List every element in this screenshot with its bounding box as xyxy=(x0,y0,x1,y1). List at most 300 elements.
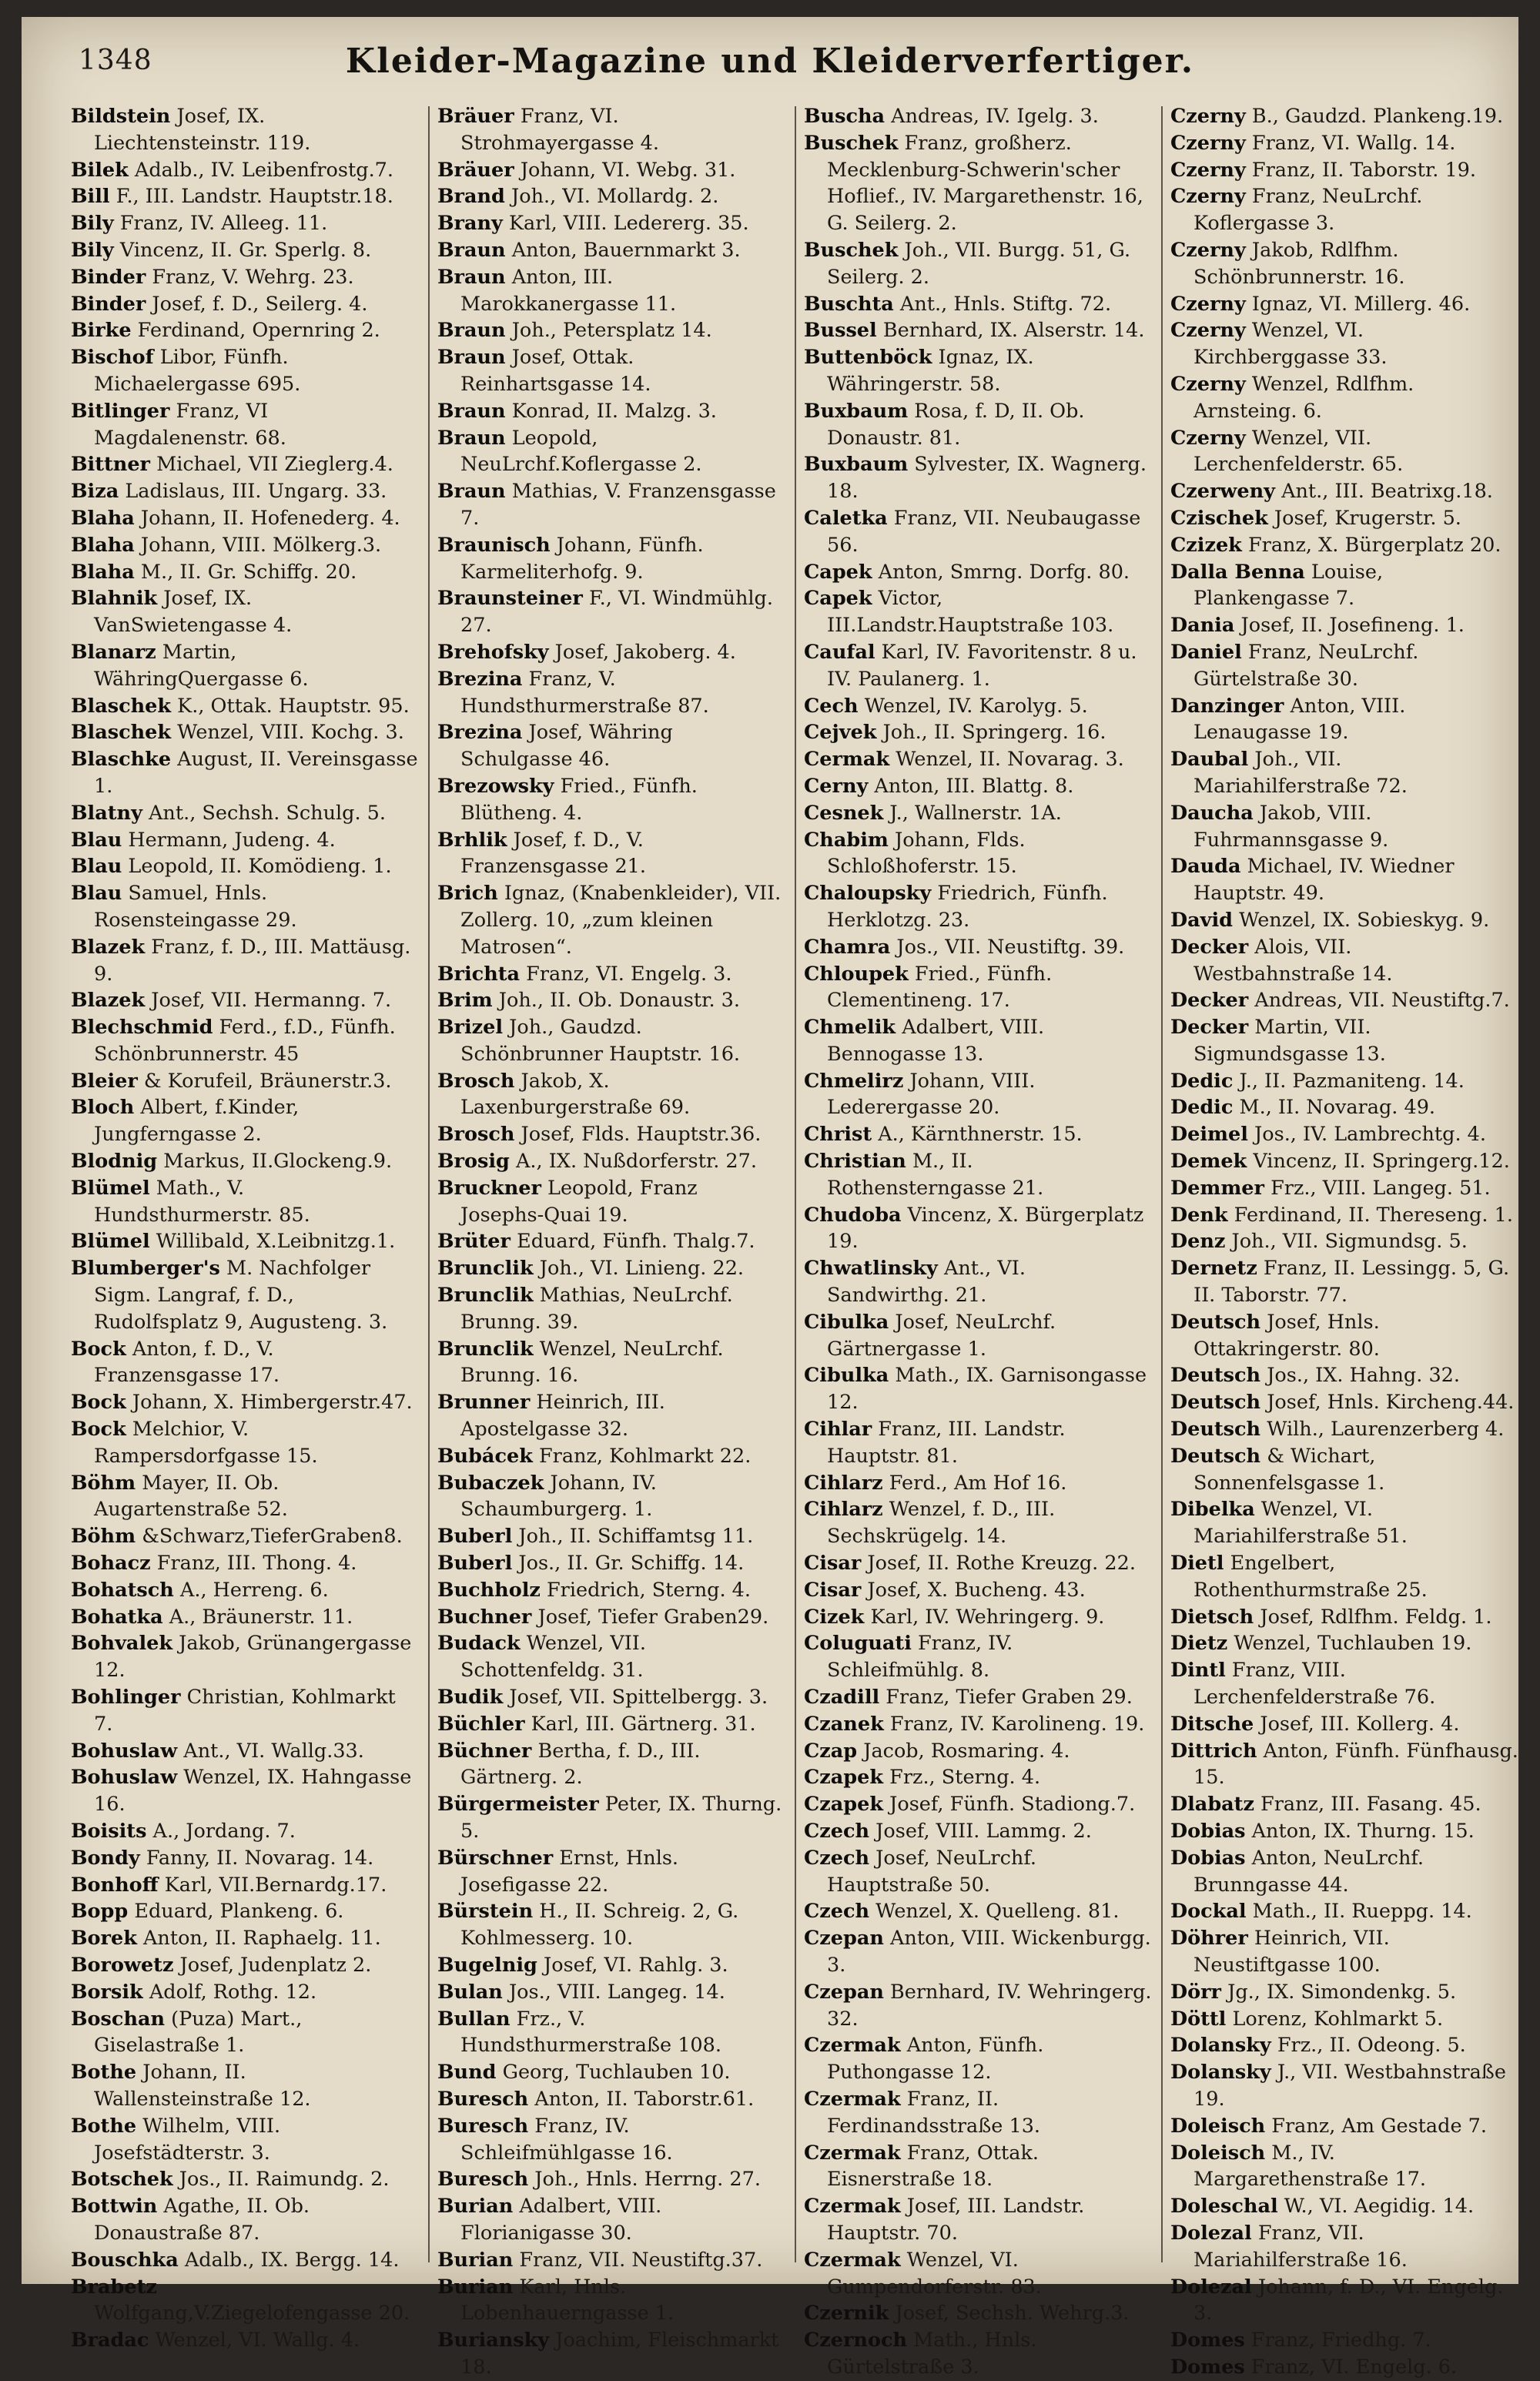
entry-details: M., II. Novarag. 49. xyxy=(1233,1096,1436,1120)
entry-details: & Korufeil, Bräunerstr.3. xyxy=(137,1069,392,1093)
entry-surname: Boisits xyxy=(71,1820,147,1843)
entry-details: Joh., Gaudzd. Schönbrunner Hauptstr. 16. xyxy=(460,1016,741,1066)
entry-surname: Cihlarz xyxy=(804,1498,883,1522)
directory-entry xyxy=(1170,183,1518,237)
entry-surname: Czernik xyxy=(804,2302,889,2326)
entry-details: Franz, VI. Engelg. 6. xyxy=(1244,2355,1458,2379)
entry-surname: Blaschke xyxy=(71,748,172,772)
directory-entry xyxy=(804,291,1152,318)
entry-surname: Birke xyxy=(71,319,132,343)
directory-entry xyxy=(1170,1014,1518,1068)
entry-surname: Buschta xyxy=(804,292,894,316)
entry-surname: Biza xyxy=(71,480,119,504)
entry-surname: Brunner xyxy=(437,1391,531,1415)
entry-details: Joh., VI. Linieng. 22. xyxy=(533,1257,745,1281)
directory-entry xyxy=(71,1764,419,1818)
directory-entry xyxy=(804,1068,1152,1122)
entry-details: Georg, Tuchlauben 10. xyxy=(496,2061,731,2085)
entry-surname: Blaha xyxy=(71,560,135,584)
entry-details: Eduard, Fünfh. Thalg.7. xyxy=(510,1230,755,1254)
column-divider xyxy=(1161,106,1163,2262)
entry-surname: Deutsch xyxy=(1170,1444,1261,1468)
directory-entry xyxy=(1170,505,1518,532)
entry-details: Wenzel, VII. Lerchenfelderstr. 65. xyxy=(1194,426,1404,477)
entry-surname: Chudoba xyxy=(804,1203,902,1227)
entry-details: Josef, VIII. Lammg. 2. xyxy=(869,1820,1092,1843)
directory-entry xyxy=(437,1979,785,2006)
directory-entry xyxy=(71,2327,419,2354)
entry-surname: Brezowsky xyxy=(437,774,554,798)
directory-entry xyxy=(437,1228,785,1255)
entry-details: Franz, IV. Alleeg. 11. xyxy=(113,212,328,236)
entry-details: Bernhard, IV. Wehringerg. 32. xyxy=(827,1980,1152,2031)
entry-details: Lorenz, Kohlmarkt 5. xyxy=(1226,2007,1444,2031)
entry-surname: Bittner xyxy=(71,453,150,477)
entry-details: Fanny, II. Novarag. 14. xyxy=(139,1846,374,1870)
entry-surname: Bürschner xyxy=(437,1846,554,1870)
entry-surname: Bock xyxy=(71,1337,126,1361)
entry-details: Ernst, Hnls. Josefigasse 22. xyxy=(460,1846,679,1897)
directory-entry xyxy=(437,827,785,881)
directory-entry xyxy=(804,1577,1152,1604)
entry-surname: Brüter xyxy=(437,1230,511,1254)
entry-surname: Braunsteiner xyxy=(437,587,583,611)
entry-surname: Danzinger xyxy=(1170,694,1284,718)
directory-entry xyxy=(1170,987,1518,1014)
entry-details: Friedrich, Sterng. 4. xyxy=(540,1578,751,1602)
entry-surname: Doleschal xyxy=(1170,2195,1278,2219)
directory-entry xyxy=(71,719,419,746)
directory-entry xyxy=(1170,2140,1518,2194)
directory-entry xyxy=(71,451,419,478)
directory-entry xyxy=(437,183,785,210)
entry-details: Franz, IV. Schleifmühlgasse 16. xyxy=(460,2114,673,2165)
entry-surname: Czerweny xyxy=(1170,480,1275,504)
directory-entry xyxy=(804,1604,1152,1631)
entry-details: J., VII. Westbahnstraße 19. xyxy=(1194,2061,1506,2111)
entry-surname: Brosch xyxy=(437,1123,515,1147)
entry-details: Anton, III. Marokkanergasse 11. xyxy=(460,265,677,316)
directory-entry xyxy=(437,264,785,318)
directory-entry xyxy=(71,1336,419,1390)
entry-details: Martin, WähringQuergasse 6. xyxy=(94,640,309,691)
directory-entry xyxy=(437,1845,785,1899)
directory-entry xyxy=(804,2032,1152,2086)
entry-details: Ant., Sechsh. Schulg. 5. xyxy=(142,801,387,825)
entry-surname: Bubácek xyxy=(437,1444,533,1468)
directory-entry xyxy=(71,1175,419,1229)
entry-details: Fried., Fünfh. Blütheng. 4. xyxy=(460,774,698,825)
directory-entry xyxy=(804,880,1152,934)
directory-entry xyxy=(1170,1068,1518,1095)
entry-details: Jakob, X. Laxenburgerstraße 69. xyxy=(460,1069,691,1120)
entry-surname: Czerny xyxy=(1170,372,1246,396)
entry-surname: Dobias xyxy=(1170,1846,1246,1870)
entry-surname: Dintl xyxy=(1170,1659,1226,1683)
directory-entry xyxy=(71,1604,419,1631)
directory-entry xyxy=(1170,1362,1518,1389)
entry-surname: David xyxy=(1170,908,1233,932)
entry-surname: Bily xyxy=(71,238,114,262)
entry-surname: Buschek xyxy=(804,131,899,155)
directory-entry xyxy=(437,1282,785,1336)
entry-surname: Buresch xyxy=(437,2114,529,2138)
entry-details: Adolf, Rothg. 12. xyxy=(142,1980,317,2004)
entry-details: Jakob, VIII. Fuhrmannsgasse 9. xyxy=(1194,801,1389,852)
entry-surname: Dania xyxy=(1170,614,1235,638)
entry-surname: Bohlinger xyxy=(71,1686,181,1710)
entry-surname: Czepan xyxy=(804,1927,884,1951)
entry-surname: Demek xyxy=(1170,1150,1247,1174)
entry-details: Joh., II. Schiffamtsg 11. xyxy=(512,1525,754,1549)
entry-details: Johann, Flds. Schloßhoferstr. 15. xyxy=(827,828,1026,879)
directory-entry xyxy=(71,1255,419,1335)
entry-surname: Buriansky xyxy=(437,2329,550,2353)
entry-surname: Bohatsch xyxy=(71,1578,174,1602)
entry-surname: Bondy xyxy=(71,1846,140,1870)
entry-details: Anton, f. D., V. Franzensgasse 17. xyxy=(94,1337,280,1388)
entry-surname: Capek xyxy=(804,587,872,611)
directory-entry xyxy=(1170,478,1518,505)
entry-details: Josef, Rdlfhm. Feldg. 1. xyxy=(1254,1605,1492,1629)
entry-surname: Demmer xyxy=(1170,1176,1264,1200)
entry-details: Michael, VII Zieglerg.4. xyxy=(150,453,393,477)
entry-details: Franz, III. Landstr. Hauptstr. 81. xyxy=(827,1418,1066,1468)
entry-surname: Czanek xyxy=(804,1712,884,1736)
entry-surname: Chaloupsky xyxy=(804,882,932,906)
entry-surname: Cesnek xyxy=(804,801,884,825)
entry-surname: Bothe xyxy=(71,2061,137,2085)
directory-entry xyxy=(1170,853,1518,907)
directory-entry xyxy=(71,1014,419,1068)
entry-surname: Braunisch xyxy=(437,533,551,557)
entry-details: A., Kärnthnerstr. 15. xyxy=(872,1123,1083,1147)
directory-entry xyxy=(804,1416,1152,1470)
entry-surname: Czerny xyxy=(1170,131,1246,155)
entry-details: Johann, II. Wallensteinstraße 12. xyxy=(94,2061,311,2111)
directory-entry xyxy=(71,264,419,291)
entry-details: Eduard, Plankeng. 6. xyxy=(128,1900,344,1924)
entry-details: Anton, II. Taborstr.61. xyxy=(528,2087,755,2111)
entry-details: Heinrich, VII. Neustiftgasse 100. xyxy=(1194,1927,1390,1977)
entry-surname: Cermak xyxy=(804,748,890,772)
directory-entry xyxy=(71,532,419,559)
entry-surname: Deutsch xyxy=(1170,1310,1261,1334)
directory-entry xyxy=(1170,612,1518,639)
entry-details: Franz, III. Thong. 4. xyxy=(150,1552,357,1576)
entry-surname: Bohuslaw xyxy=(71,1739,178,1763)
entry-surname: Czech xyxy=(804,1900,870,1924)
directory-entry xyxy=(71,1684,419,1738)
directory-entry xyxy=(804,2247,1152,2301)
directory-entry xyxy=(804,1496,1152,1550)
entry-details: Franz, f. D., III. Mattäusg. 9. xyxy=(94,935,411,986)
entry-details: Ignaz, VI. Millerg. 46. xyxy=(1245,292,1471,316)
entry-surname: Czermak xyxy=(804,2248,901,2272)
entry-details: Franz, Tiefer Graben 29. xyxy=(879,1686,1133,1710)
directory-entry xyxy=(437,773,785,827)
directory-entry xyxy=(437,585,785,639)
directory-entry xyxy=(71,1898,419,1925)
entry-surname: Daubal xyxy=(1170,748,1249,772)
directory-entry xyxy=(804,1014,1152,1068)
entry-surname: Deutsch xyxy=(1170,1418,1261,1442)
entry-details: Franz, VIII. Lerchenfelderstraße 76. xyxy=(1194,1659,1436,1710)
entry-details: Josef, VII. Hermanng. 7. xyxy=(145,989,392,1013)
directory-entry xyxy=(437,666,785,720)
entry-details: Andreas, VII. Neustiftg.7. xyxy=(1248,989,1510,1013)
directory-entry xyxy=(804,773,1152,800)
entry-details: Franz, VII. Neubaugasse 56. xyxy=(827,506,1141,557)
entry-details: Rosa, f. D, II. Ob. Donaustr. 81. xyxy=(827,399,1085,450)
directory-entry xyxy=(1170,237,1518,291)
entry-details: Anton, Fünfh. Puthongasse 12. xyxy=(827,2034,1044,2085)
entry-surname: Buttenböck xyxy=(804,346,932,370)
entry-surname: Deutsch xyxy=(1170,1364,1261,1388)
directory-entry xyxy=(804,934,1152,961)
entry-surname: Bitlinger xyxy=(71,399,170,423)
directory-entry xyxy=(1170,425,1518,479)
entry-surname: Bulan xyxy=(437,1980,503,2004)
directory-entry xyxy=(804,827,1152,881)
entry-details: Ant., VI. Sandwirthg. 21. xyxy=(827,1257,1026,1308)
entry-details: Jos., II. Raimundg. 2. xyxy=(172,2168,390,2192)
entry-surname: Blodnig xyxy=(71,1150,158,1174)
entry-surname: Döttl xyxy=(1170,2007,1227,2031)
directory-entry xyxy=(437,1604,785,1631)
entry-surname: Blechschmid xyxy=(71,1016,213,1040)
directory-columns xyxy=(71,103,1518,2379)
entry-surname: Dauda xyxy=(1170,855,1241,879)
directory-entry xyxy=(1170,1818,1518,1845)
directory-entry xyxy=(437,532,785,586)
entry-details: Mathias, NeuLrchf. Brunng. 39. xyxy=(460,1284,733,1334)
directory-entry xyxy=(437,210,785,237)
directory-entry xyxy=(437,1121,785,1148)
entry-surname: Blanarz xyxy=(71,640,156,664)
entry-details: Jos., II. Gr. Schiffg. 14. xyxy=(512,1552,745,1576)
page-number: 1348 xyxy=(79,45,152,76)
entry-details: Josef, Währing Schulgasse 46. xyxy=(460,721,673,772)
entry-surname: Brhlik xyxy=(437,828,507,852)
entry-details: Victor, III.Landstr.Hauptstraße 103. xyxy=(827,587,1114,638)
entry-details: W., VI. Aegidig. 14. xyxy=(1277,2195,1475,2219)
entry-surname: Braun xyxy=(437,480,506,504)
entry-surname: Burian xyxy=(437,2195,514,2219)
entry-details: Vincenz, II. Springerg.12. xyxy=(1247,1150,1510,1174)
entry-surname: Czerny xyxy=(1170,158,1246,182)
entry-details: Anton, VIII. Lenaugasse 19. xyxy=(1194,694,1406,745)
entry-details: Josef, Tiefer Graben29. xyxy=(531,1605,769,1629)
entry-details: Engelbert, Rothenthurmstraße 25. xyxy=(1194,1552,1428,1602)
directory-entry xyxy=(804,103,1152,130)
directory-entry xyxy=(804,317,1152,344)
directory-entry xyxy=(1170,371,1518,425)
entry-details: Ignaz, (Knabenkleider), VII. Zollerg. 10, „zum kleinen Matrosen“. xyxy=(460,882,782,959)
entry-details: F., III. Landstr. Hauptstr.18. xyxy=(109,185,393,209)
directory-entry xyxy=(437,1684,785,1711)
entry-surname: Bottwin xyxy=(71,2195,158,2219)
entry-details: Wenzel, IV. Karolyg. 5. xyxy=(858,694,1088,718)
directory-page xyxy=(22,17,1518,2379)
entry-surname: Brosig xyxy=(437,1150,510,1174)
entry-details: Libor, Fünfh. Michaelergasse 695. xyxy=(94,346,301,396)
directory-entry xyxy=(437,2113,785,2167)
entry-surname: Cerny xyxy=(804,774,869,798)
directory-entry xyxy=(437,639,785,666)
directory-entry xyxy=(1170,1121,1518,1148)
directory-entry xyxy=(1170,1604,1518,1631)
entry-surname: Czerny xyxy=(1170,319,1246,343)
entry-surname: Decker xyxy=(1170,989,1249,1013)
directory-entry xyxy=(804,1845,1152,1899)
entry-details: Josef, IX. VanSwietengasse 4. xyxy=(94,587,293,638)
entry-details: Josef, NeuLrchf. Hauptstraße 50. xyxy=(827,1846,1036,1897)
entry-details: Wenzel, NeuLrchf. Brunng. 16. xyxy=(460,1337,724,1388)
entry-surname: Blazek xyxy=(71,935,146,959)
entry-surname: Dlabatz xyxy=(1170,1793,1254,1817)
directory-entry xyxy=(437,157,785,184)
entry-surname: Brunclik xyxy=(437,1257,534,1281)
entry-surname: Deutsch xyxy=(1170,1391,1261,1415)
entry-surname: Buschek xyxy=(804,238,899,262)
entry-details: Johann, VI. Webg. 31. xyxy=(514,158,736,182)
directory-entry xyxy=(1170,1898,1518,1925)
entry-surname: Dockal xyxy=(1170,1900,1247,1924)
entry-surname: Dietz xyxy=(1170,1632,1228,1656)
entry-surname: Bradac xyxy=(71,2329,149,2353)
directory-entry xyxy=(1170,1496,1518,1550)
entry-details: M., II. Rothensterngasse 21. xyxy=(827,1150,1044,1200)
directory-entry xyxy=(437,1550,785,1577)
entry-surname: Bugelnig xyxy=(437,1953,537,1977)
entry-details: J., II. Pazmaniteng. 14. xyxy=(1233,1069,1465,1093)
directory-entry xyxy=(804,1898,1152,1925)
entry-surname: Czermak xyxy=(804,2087,901,2111)
entry-surname: Döhrer xyxy=(1170,1927,1248,1951)
entry-surname: Bohatka xyxy=(71,1605,163,1629)
entry-details: A., Herreng. 6. xyxy=(173,1578,329,1602)
entry-details: Mayer, II. Ob. Augartenstraße 52. xyxy=(94,1471,288,1522)
directory-entry xyxy=(804,1738,1152,1765)
entry-details: Jakob, Rdlfhm. Schönbrunnerstr. 16. xyxy=(1194,238,1405,289)
entry-details: Ladislaus, III. Ungarg. 33. xyxy=(119,480,387,504)
entry-surname: Bock xyxy=(71,1391,126,1415)
entry-surname: Chmelik xyxy=(804,1016,896,1040)
entry-details: Anton, Bauernmarkt 3. xyxy=(505,238,741,262)
entry-details: Bertha, f. D., III. Gärtnerg. 2. xyxy=(460,1739,701,1790)
entry-surname: Buxbaum xyxy=(804,399,909,423)
entry-details: Jos., VII. Neustiftg. 39. xyxy=(890,935,1125,959)
directory-entry xyxy=(1170,1443,1518,1497)
directory-entry xyxy=(437,1711,785,1738)
entry-details: Franz, NeuLrchf. Koflergasse 3. xyxy=(1194,185,1423,236)
entry-details: Karl, IV. Wehringerg. 9. xyxy=(864,1605,1105,1629)
entry-surname: Czerny xyxy=(1170,105,1246,128)
entry-surname: Bonhoff xyxy=(71,1873,159,1897)
entry-details: Josef, NeuLrchf. Gärtnergasse 1. xyxy=(827,1310,1056,1361)
entry-details: Wenzel, Rdlfhm. Arnsteing. 6. xyxy=(1194,372,1414,423)
directory-entry xyxy=(437,1255,785,1282)
directory-entry xyxy=(437,2193,785,2247)
entry-details: Josef, Flds. Hauptstr.36. xyxy=(514,1123,762,1147)
entry-surname: Blahnik xyxy=(71,587,158,611)
directory-entry xyxy=(71,344,419,398)
directory-entry xyxy=(1170,1738,1518,1792)
directory-entry xyxy=(1170,1148,1518,1175)
directory-entry xyxy=(71,800,419,827)
directory-entry xyxy=(1170,1657,1518,1711)
entry-details: Sylvester, IX. Wagnerg. 18. xyxy=(827,453,1147,504)
entry-details: Friedrich, Fünfh. Herklotzg. 23. xyxy=(827,882,1108,932)
entry-surname: Borowetz xyxy=(71,1953,174,1977)
entry-surname: Brichta xyxy=(437,962,521,986)
directory-entry xyxy=(71,1845,419,1872)
entry-details: Karl, III. Gärtnerg. 31. xyxy=(524,1712,756,1736)
entry-details: (Puza) Mart., Giselastraße 1. xyxy=(94,2007,303,2058)
entry-details: Franz, Kohlmarkt 22. xyxy=(532,1444,752,1468)
entry-details: Wenzel, VI. Mariahilferstraße 51. xyxy=(1194,1498,1408,1549)
entry-details: Josef, VI. Rahlg. 3. xyxy=(537,1953,728,1977)
entry-surname: Czap xyxy=(804,1739,858,1763)
entry-details: Anton, Fünfh. Fünfhausg. 15. xyxy=(1194,1739,1518,1790)
entry-surname: Borek xyxy=(71,1927,137,1951)
entry-surname: Bilek xyxy=(71,158,129,182)
directory-entry xyxy=(71,2166,419,2193)
entry-surname: Borsik xyxy=(71,1980,143,2004)
entry-details: Mathias, V. Franzensgasse 7. xyxy=(460,480,776,530)
entry-details: Heinrich, III. Apostelgasse 32. xyxy=(460,1391,665,1442)
entry-details: Franz, X. Bürgerplatz 20. xyxy=(1241,533,1502,557)
directory-entry xyxy=(1170,934,1518,988)
directory-entry xyxy=(804,1550,1152,1577)
entry-surname: Bullan xyxy=(437,2007,511,2031)
entry-details: Adalb., IX. Bergg. 14. xyxy=(178,2248,400,2272)
entry-details: Wenzel, f. D., III. Sechskrügelg. 14. xyxy=(827,1498,1056,1549)
entry-surname: Czischek xyxy=(1170,506,1268,530)
directory-entry xyxy=(1170,103,1518,130)
entry-details: Adalb., IV. Leibenfrostg.7. xyxy=(128,158,394,182)
entry-surname: Blau xyxy=(71,882,122,906)
entry-details: Franz, II. Taborstr. 19. xyxy=(1245,158,1476,182)
entry-details: Wilhelm, VIII. Josefstädterstr. 3. xyxy=(94,2114,281,2165)
entry-surname: Brizel xyxy=(437,1016,504,1040)
column-divider xyxy=(795,106,796,2262)
directory-entry xyxy=(71,2193,419,2247)
entry-surname: Czadill xyxy=(804,1686,880,1710)
directory-entry xyxy=(804,1684,1152,1711)
entry-surname: Boschan xyxy=(71,2007,166,2031)
entry-details: Ant., VI. Wallg.33. xyxy=(177,1739,364,1763)
directory-entry xyxy=(1170,1094,1518,1121)
entry-details: Wenzel, VI. Gumpendorferstr. 83. xyxy=(827,2248,1042,2299)
entry-surname: Dernetz xyxy=(1170,1257,1257,1281)
entry-details: Melchior, V. Rampersdorfgasse 15. xyxy=(94,1418,318,1468)
entry-surname: Chmelirz xyxy=(804,1069,904,1093)
entry-surname: Bloch xyxy=(71,1096,135,1120)
entry-surname: Cihlarz xyxy=(804,1471,883,1495)
entry-surname: Czermak xyxy=(804,2141,901,2165)
entry-surname: Braun xyxy=(437,238,506,262)
directory-entry xyxy=(804,1470,1152,1497)
entry-surname: Czerny xyxy=(1170,185,1246,209)
directory-entry xyxy=(1170,1202,1518,1229)
entry-details: F., VI. Windmühlg. 27. xyxy=(460,587,773,638)
directory-entry xyxy=(804,398,1152,452)
directory-entry xyxy=(71,1979,419,2006)
directory-entry xyxy=(804,1791,1152,1818)
directory-entry xyxy=(437,2086,785,2113)
